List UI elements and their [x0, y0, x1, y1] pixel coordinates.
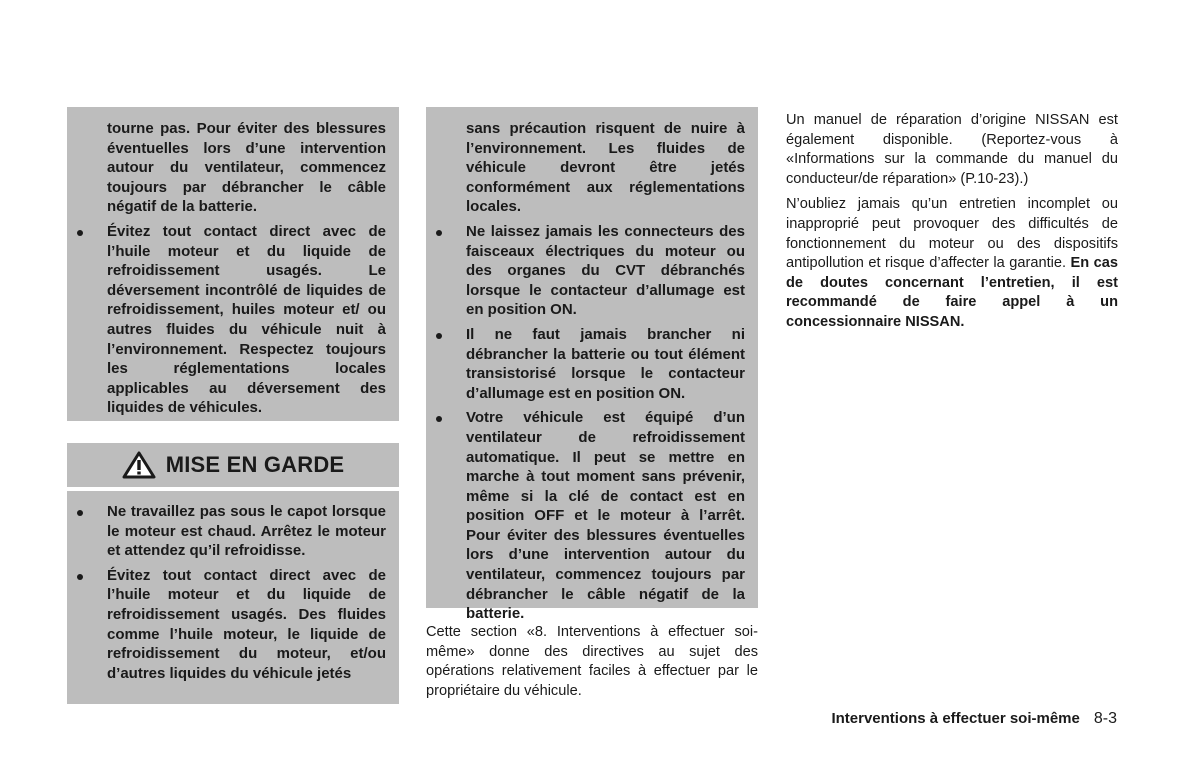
warning-triangle-icon: [122, 451, 156, 479]
caution-banner: [67, 443, 399, 487]
list-item: Ne travaillez pas sous le capot lorsque le moteur est chaud. Arrêtez le moteur et attendez qu’il refroidisse.: [67, 502, 386, 561]
list-item: Évitez tout contact direct avec de l’huile moteur et du liquide de refroidissement usagés. Le déversement incontrôlé de liquides de refroidissement, huiles moteur et/ ou autres fluides du véhicule nuit à l’environnement. Respectez toujours les réglementations locales applicables au déversement des liquides de véhicules.: [67, 222, 386, 418]
caution-bullet-list-continued: [426, 222, 758, 624]
caution-box: [67, 491, 399, 704]
bullet-icon: [436, 416, 442, 422]
caution-bullet-list: [67, 491, 399, 683]
bullet-icon: [77, 230, 83, 236]
bullet-icon: [436, 333, 442, 339]
caution-box-continued: [426, 107, 758, 623]
bullet-icon: [77, 574, 83, 580]
column-3: [786, 111, 1118, 333]
section-intro-paragraph: Cette section «8. Interventions à effectuer soi-même» donne des directives au sujet des opérations relativement faciles à effectuer par le propriétaire du véhicule.: [426, 624, 758, 699]
caution-title: MISE EN GARDE: [165, 452, 345, 477]
caution-continuation-text: sans précaution risquent de nuire à l’environnement. Les fluides de véhicule devront être jetés conformément aux réglementations locales.: [466, 120, 745, 216]
bullet-icon: [436, 230, 442, 236]
warning-bullet-list: [67, 222, 399, 418]
bullet-icon: [77, 510, 83, 516]
warning-box-continued: [67, 107, 399, 421]
page-number: 8-3: [1093, 710, 1117, 727]
list-item: Il ne faut jamais brancher ni débrancher la batterie ou tout élément transistorisé lorsque le contacteur d’allumage est en position ON.: [426, 325, 745, 403]
dealer-advice-text: En cas de doutes concernant l’entretien, il est recommandé de faire appel à un concessionnaire NISSAN.: [786, 255, 1118, 330]
page-footer: [831, 710, 1117, 728]
list-item: Ne laissez jamais les connecteurs des faisceaux électriques du moteur ou des organes du CVT débranchés lorsque le contacteur d’allumage est en position ON.: [426, 222, 745, 320]
list-item: Votre véhicule est équipé d’un ventilateur de refroidissement automatique. Il peut se mettre en marche à tout moment sans prévenir, même si la clé de contact est en position OFF et le moteur à l’arrêt. Pour éviter des blessures éventuelles lors d’une intervention autour du ventilateur, commencez toujours par débrancher le câble négatif de la batterie.: [426, 408, 745, 624]
repair-manual-paragraph: Un manuel de réparation d’origine NISSAN est également disponible. (Reportez-vous à «Informations sur la commande du manuel du conducteur/de réparation» (P.10-23).): [786, 112, 1118, 187]
footer-section-title: Interventions à effectuer soi-même: [831, 710, 1080, 727]
maintenance-warning-paragraph: N’oubliez jamais qu’un entretien incomplet ou inapproprié peut provoquer des difficultés de fonctionnement du moteur ou des dispositifs antipollution et risque d’affecter la garantie. En cas de doutes concernant l’entretien, il est recommandé de faire appel à un concessionnaire NISSAN.: [786, 196, 1118, 330]
list-item: Évitez tout contact direct avec de l’huile moteur et du liquide de refroidissement usagés. Des fluides comme l’huile moteur, le liquide de refroidissement du moteur, et/ou d’autres liquides du véhicule jetés: [67, 566, 386, 684]
warning-continuation-text: tourne pas. Pour éviter des blessures éventuelles lors d’une intervention autour du ventilateur, commencez toujours par débrancher le câble négatif de la batterie.: [107, 120, 386, 216]
